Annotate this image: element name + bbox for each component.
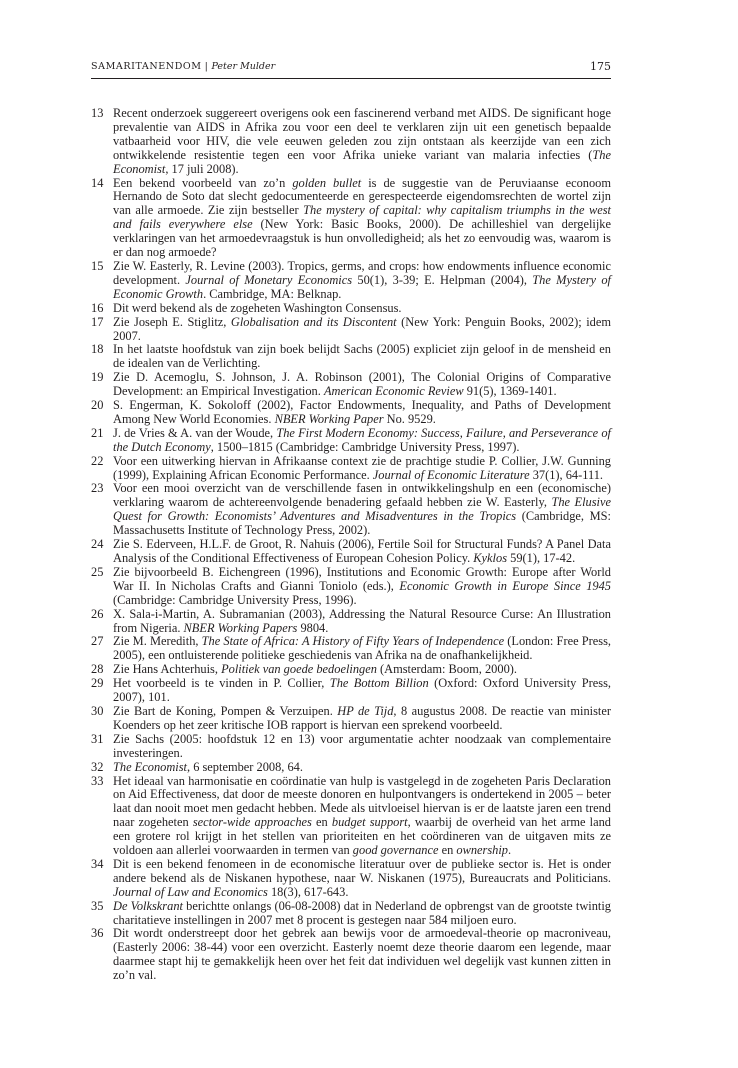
endnote-text: De Volkskrant berichtte onlangs (06-08-2008) dat in Nederland de opbrengst van de grootste twintig charitatieve instellingen in 2007 met 8 procent is gestegen naar 584 miljoen euro.: [113, 898, 611, 927]
endnotes-list: [91, 107, 611, 983]
endnote-number: 30: [91, 703, 104, 718]
endnote-text: Zie M. Meredith, The State of Africa: A History of Fifty Years of Independence (London: Free Press, 2005), een ontluisterende politieke geschiedenis van Afrika na de onafhankelijkheid.: [113, 634, 611, 663]
endnote-text: Dit wordt onderstreept door het gebrek aan bewijs voor de armoedeval-theorie op macroniveau, (Easterly 2006: 38-44) voor een overzicht. Easterly noemt deze theorie daarom een legende, maar daarmee stapt hij te gemakkelijk heen over het feit dat individuen wel degelijk vast kunnen zitten in zo’n val.: [113, 926, 611, 983]
endnote-item: [91, 566, 611, 608]
endnote-number: 22: [91, 453, 104, 468]
endnote-number: 14: [91, 175, 104, 190]
endnote-text: Zie Hans Achterhuis, Politiek van goede bedoelingen (Amsterdam: Boom, 2000).: [113, 662, 517, 677]
endnote-text: Zie Bart de Koning, Pompen & Verzuipen. HP de Tijd, 8 augustus 2008. De reactie van minister Koenders op het zeer kritische IOB rapport is hiervan een sprekend voorbeeld.: [113, 703, 611, 732]
endnote-number: 29: [91, 676, 104, 691]
endnote-number: 36: [91, 926, 104, 941]
endnote-item: [91, 427, 611, 455]
endnote-number: 19: [91, 370, 104, 385]
header-author: Peter Mulder: [211, 61, 276, 72]
endnote-item: [91, 761, 611, 775]
endnote-item: [91, 900, 611, 928]
endnote-item: [91, 316, 611, 344]
endnote-number: 32: [91, 759, 104, 774]
endnote-text: The Economist, 6 september 2008, 64.: [113, 759, 303, 774]
endnote-number: 28: [91, 662, 104, 677]
endnote-number: 17: [91, 314, 104, 329]
endnote-number: 23: [91, 481, 104, 496]
running-header: [91, 58, 611, 79]
endnote-number: 21: [91, 425, 104, 440]
endnote-item: [91, 371, 611, 399]
endnote-text: Zie W. Easterly, R. Levine (2003). Tropics, germs, and crops: how endowments influence economic development. Journal of Monetary Economics 50(1), 3-39; E. Helpman (2004), The Mystery of Economic Growth. Cambridge, MA: Belknap.: [113, 258, 611, 301]
endnote-text: Het voorbeeld is te vinden in P. Collier, The Bottom Billion (Oxford: Oxford University Press, 2007), 101.: [113, 676, 611, 705]
endnote-number: 26: [91, 606, 104, 621]
endnote-text: Een bekend voorbeeld van zo’n golden bullet is de suggestie van de Peruviaanse econoom Hernando de Soto dat slecht gedocumenteerde en gerespecteerde eigendomsrechten de wortel zijn van alle armoede. Zie zijn bestseller The mystery of capital: why capitalism triumphs in the west and fails everywhere else (New York: Basic Books, 2000). De achilleshiel van dergelijke verklaringen van het armoedevraagstuk is hun onvolledigheid; als het zo eenvoudig was, waarom is er dan nog armoede?: [113, 175, 611, 260]
endnote-text: X. Sala-i-Martin, A. Subramanian (2003), Addressing the Natural Resource Curse: An Illustration from Nigeria. NBER Working Papers 9804.: [113, 606, 611, 635]
endnote-number: 16: [91, 300, 104, 315]
endnote-number: 18: [91, 342, 104, 357]
endnote-text: Zie D. Acemoglu, S. Johnson, J. A. Robinson (2001), The Colonial Origins of Comparative Development: an Empirical Investigation. American Economic Review 91(5), 1369-1401.: [113, 370, 611, 399]
endnote-number: 24: [91, 537, 104, 552]
endnote-text: Zie Joseph E. Stiglitz, Globalisation and its Discontent (New York: Penguin Books, 2002); idem 2007.: [113, 314, 611, 343]
endnote-text: Recent onderzoek suggereert overigens ook een fascinerend verband met AIDS. De significant hoge prevalentie van AIDS in Afrika zou voor een deel te verklaren zijn uit een genetisch bepaalde vatbaarheid voor HIV, die vele eeuwen geleden zou zijn ontstaan als keerzijde van een zich ontwikkelende resistentie tegen een voor Afrika unieke variant van malaria infecties (The Economist, 17 juli 2008).: [113, 106, 611, 176]
endnote-text: In het laatste hoofdstuk van zijn boek belijdt Sachs (2005) expliciet zijn geloof in de mensheid en de idealen van de Verlichting.: [113, 342, 611, 371]
endnote-text: J. de Vries & A. van der Woude, The First Modern Economy: Success, Failure, and Perseverance of the Dutch Economy, 1500–1815 (Cambridge: Cambridge University Press, 1997).: [113, 425, 611, 454]
endnote-text: Voor een mooi overzicht van de verschillende fasen in ontwikkelingshulp en een (economische) verklaring waarom de achtereenvolgende benadering gefaald hebben zie W. Easterly, The Elusive Quest for Growth: Economists’ Adventures and Misadventures in the Tropics (Cambridge, MS: Massachusetts Institute of Technology Press, 2002).: [113, 481, 612, 538]
endnote-item: [91, 538, 611, 566]
endnote-number: 13: [91, 106, 104, 120]
endnote-item: [91, 858, 611, 900]
endnote-number: 31: [91, 731, 104, 746]
endnote-item: [91, 343, 611, 371]
endnote-text: Zie bijvoorbeeld B. Eichengreen (1996), Institutions and Economic Growth: Europe after World War II. In Nicholas Crafts and Gianni Toniolo (eds.), Economic Growth in Europe Since 1945 (Cambridge: Cambridge University Press, 1996).: [113, 564, 611, 607]
endnote-item: [91, 635, 611, 663]
endnote-item: [91, 733, 611, 761]
endnote-item: [91, 399, 611, 427]
endnote-item: [91, 705, 611, 733]
endnote-item: [91, 677, 611, 705]
endnote-text: S. Engerman, K. Sokoloff (2002), Factor Endowments, Inequality, and Paths of Development Among New World Economies. NBER Working Paper No. 9529.: [113, 398, 611, 426]
running-title-block: [91, 61, 275, 72]
endnote-number: 27: [91, 634, 104, 649]
endnote-number: 34: [91, 856, 104, 871]
endnote-text: Voor een uitwerking hiervan in Afrikaanse context zie de prachtige studie P. Collier, J.W. Gunning (1999), Explaining African Economic Performance. Journal of Economic Literature 37(1), 64-111.: [113, 453, 611, 482]
endnote-text: Dit is een bekend fenomeen in de economische literatuur over de publieke sector is. Het is onder andere bekend als de Niskanen hypothese, naar W. Niskanen (1975), Bureaucrats and Politicians. Journal of Law and Economics 18(3), 617-643.: [113, 856, 611, 899]
endnote-item: [91, 260, 611, 302]
endnote-number: 35: [91, 898, 104, 913]
endnote-item: [91, 455, 611, 483]
running-title: SAMARITANENDOM: [91, 61, 202, 72]
endnote-item: [91, 608, 611, 636]
endnote-text: Dit werd bekend als de zogeheten Washington Consensus.: [113, 300, 402, 315]
endnote-text: Het ideaal van harmonisatie en coördinatie van hulp is vastgelegd in de zogeheten Paris Declaration on Aid Effectiveness, dat door de meeste donoren en hulpontvangers is ondertekend in 2005 – beter laat dan nooit moet men gedacht hebben. Mede als uitvloeisel hiervan is er de laatste jaren een trend naar zogeheten sector-wide approaches en budget support, waarbij de overheid van het arme land een grotere rol krijgt in het stellen van prioriteiten en het coördineren van de uitgaven mits ze voldoen aan allerlei voorwaarden in termen van good governance en ownership.: [113, 773, 611, 858]
endnote-number: 20: [91, 398, 104, 413]
endnote-number: 25: [91, 564, 104, 579]
endnote-number: 15: [91, 258, 104, 273]
endnote-item: [91, 927, 611, 983]
endnote-item: [91, 482, 611, 538]
page-number: 175: [590, 60, 611, 73]
endnote-item: [91, 775, 611, 858]
endnote-number: 33: [91, 773, 104, 788]
endnote-item: [91, 107, 611, 177]
endnote-item: [91, 663, 611, 677]
header-separator: |: [204, 61, 209, 72]
endnote-item: [91, 302, 611, 316]
endnote-text: Zie Sachs (2005: hoofdstuk 12 en 13) voor argumentatie achter noodzaak van complementaire investeringen.: [113, 731, 611, 760]
endnote-text: Zie S. Ederveen, H.L.F. de Groot, R. Nahuis (2006), Fertile Soil for Structural Funds? A Panel Data Analysis of the Conditional Effectiveness of European Cohesion Policy. Kyklos 59(1), 17-42.: [113, 537, 611, 565]
endnote-item: [91, 177, 611, 260]
